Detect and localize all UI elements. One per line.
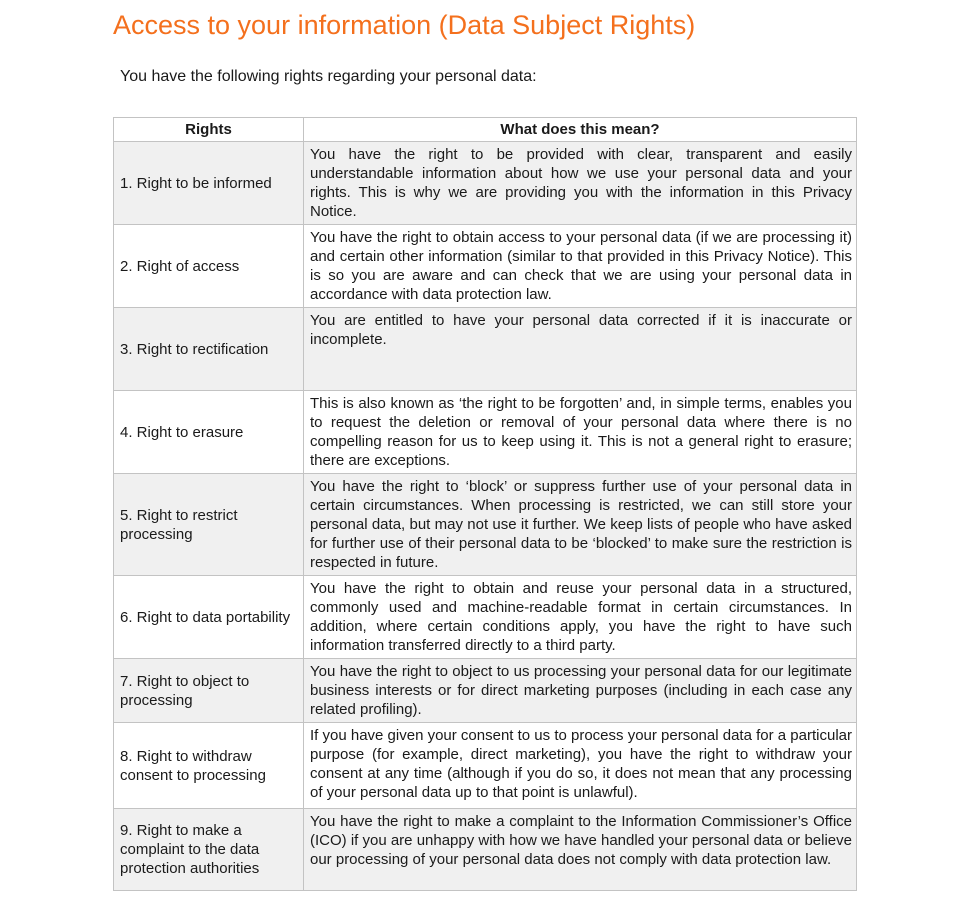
right-name-cell: 1. Right to be informed bbox=[114, 142, 304, 225]
right-meaning-cell: You have the right to make a complaint to the Information Commissioner’s Office (ICO) if you are unhappy with how we have handled your personal data or believe our processing of your personal data does not comply with data protection law. bbox=[304, 809, 857, 891]
right-name-cell: 7. Right to object to processing bbox=[114, 659, 304, 723]
right-name-cell: 4. Right to erasure bbox=[114, 391, 304, 474]
table-row bbox=[114, 308, 857, 391]
table-row bbox=[114, 474, 857, 576]
table-row bbox=[114, 809, 857, 891]
rights-table bbox=[113, 117, 857, 891]
right-meaning-cell: If you have given your consent to us to process your personal data for a particular purpose (for example, direct marketing), you have the right to withdraw your consent at any time (although if you do so, it does not mean that any processing of your personal data up to that point is unlawful). bbox=[304, 723, 857, 809]
right-name-cell: 3. Right to rectification bbox=[114, 308, 304, 391]
page-title: Access to your information (Data Subject Rights) bbox=[113, 10, 696, 40]
table-row bbox=[114, 576, 857, 659]
table-header-row bbox=[114, 118, 857, 142]
table-row bbox=[114, 723, 857, 809]
right-name-cell: 5. Right to restrict processing bbox=[114, 474, 304, 576]
column-header-meaning: What does this mean? bbox=[304, 118, 857, 142]
right-meaning-cell: You have the right to be provided with clear, transparent and easily understandable information about how we use your personal data and your rights. This is why we are providing you with the information in this Privacy Notice. bbox=[304, 142, 857, 225]
table-row bbox=[114, 225, 857, 308]
right-name-cell: 2. Right of access bbox=[114, 225, 304, 308]
right-meaning-cell: You have the right to object to us processing your personal data for our legitimate business interests or for direct marketing purposes (including in each case any related profiling). bbox=[304, 659, 857, 723]
table-row bbox=[114, 659, 857, 723]
right-meaning-cell: This is also known as ‘the right to be forgotten’ and, in simple terms, enables you to request the deletion or removal of your personal data where there is no compelling reason for us to keep using it. This is not a general right to erasure; there are exceptions. bbox=[304, 391, 857, 474]
table-body bbox=[114, 142, 857, 891]
column-header-rights: Rights bbox=[114, 118, 304, 142]
right-name-cell: 9. Right to make a complaint to the data protection authorities bbox=[114, 809, 304, 891]
right-meaning-cell: You have the right to obtain and reuse your personal data in a structured, commonly used and machine-readable format in certain circumstances. In addition, where certain conditions apply, you have the right to have such information transferred directly to a third party. bbox=[304, 576, 857, 659]
right-name-cell: 8. Right to withdraw consent to processing bbox=[114, 723, 304, 809]
right-meaning-cell: You have the right to obtain access to your personal data (if we are processing it) and certain other information (similar to that provided in this Privacy Notice). This is so you are aware and can check that we are using your personal data in accordance with data protection law. bbox=[304, 225, 857, 308]
table-row bbox=[114, 391, 857, 474]
right-name-cell: 6. Right to data portability bbox=[114, 576, 304, 659]
table-row bbox=[114, 142, 857, 225]
intro-text: You have the following rights regarding your personal data: bbox=[120, 68, 537, 85]
right-meaning-cell: You are entitled to have your personal data corrected if it is inaccurate or incomplete. bbox=[304, 308, 857, 391]
right-meaning-cell: You have the right to ‘block’ or suppress further use of your personal data in certain circumstances. When processing is restricted, we can still store your personal data, but may not use it further. We keep lists of people who have asked for further use of their personal data to be ‘blocked’ to make sure the restriction is respected in future. bbox=[304, 474, 857, 576]
